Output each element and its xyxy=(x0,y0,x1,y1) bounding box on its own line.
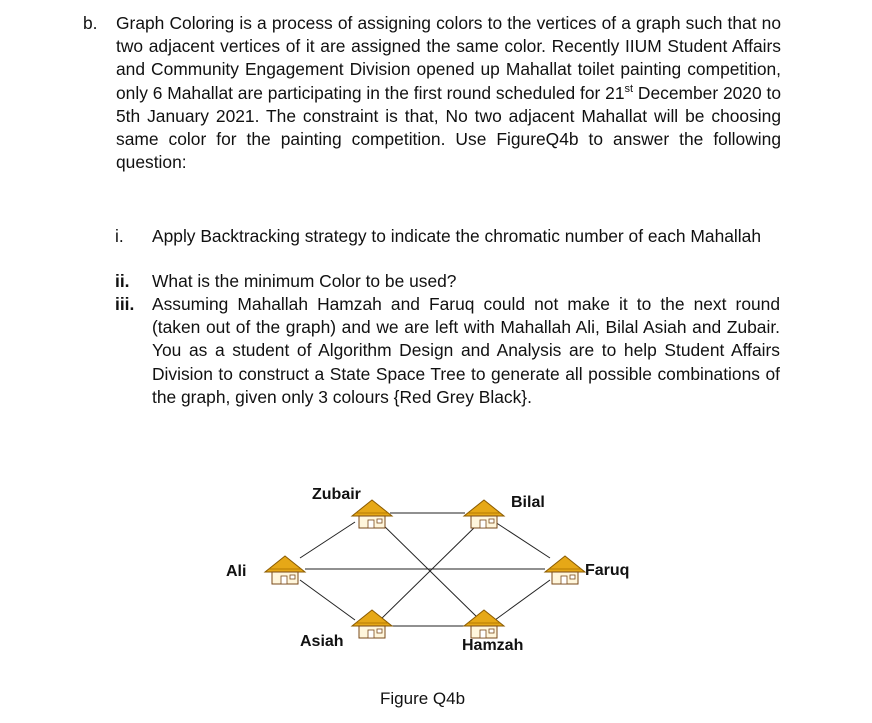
house-icon-faruq xyxy=(545,556,585,584)
question-marker: b. xyxy=(83,13,98,33)
subquestion-iii-marker: iii. xyxy=(115,294,135,314)
node-label-hamzah: Hamzah xyxy=(462,637,524,654)
subquestion-ii-text: What is the minimum Color to be used? xyxy=(152,271,457,291)
question-text-part2: December 2020 to 5th January 2021. The constraint is that, No two adjacent Mahallat will be choosing same color for the painting competition. Use FigureQ4b to answer the following question: xyxy=(116,82,781,173)
edge-faruq-hamzah xyxy=(495,580,550,620)
edge-zubair-ali xyxy=(300,522,355,558)
node-label-bilal: Bilal xyxy=(511,494,545,511)
question-text-part1: Graph Coloring is a process of assigning colors to the vertices of a graph such that no two adjacent vertices of it are assigned the same color. Recently IIUM Student Affairs and Community Engagement Division opened up Mahallat toilet painting competition, only 6 Mahallat are participating in the first round scheduled for 21 xyxy=(116,13,781,103)
house-icon-ali xyxy=(265,556,305,584)
subquestion-i-text: Apply Backtracking strategy to indicate the chromatic number of each Mahallah xyxy=(152,226,761,246)
question-superscript: st xyxy=(624,82,634,95)
node-label-asiah: Asiah xyxy=(300,633,344,650)
subquestion-i-marker: i. xyxy=(115,226,124,246)
edge-bilal-faruq xyxy=(495,522,550,558)
edge-ali-asiah xyxy=(300,580,355,620)
subquestion-ii-marker: ii. xyxy=(115,271,130,291)
node-label-ali: Ali xyxy=(226,563,247,580)
subquestion-iii-text: Assuming Mahallah Hamzah and Faruq could not make it to the next round (taken out of the graph) and we are left with Mahallah Ali, Bilal Asiah and Zubair. You as a student of Algorithm Design and Analysis are to help Student Affairs Division to construct a State Space Tree to generate all possible combinations of the graph, given only 3 colours {Red Grey Black}. xyxy=(152,294,780,407)
node-label-faruq: Faruq xyxy=(585,562,630,579)
house-icon-zubair xyxy=(352,500,392,528)
house-icon-hamzah xyxy=(464,610,504,638)
figure-caption: Figure Q4b xyxy=(380,689,466,708)
node-label-zubair: Zubair xyxy=(312,486,361,503)
